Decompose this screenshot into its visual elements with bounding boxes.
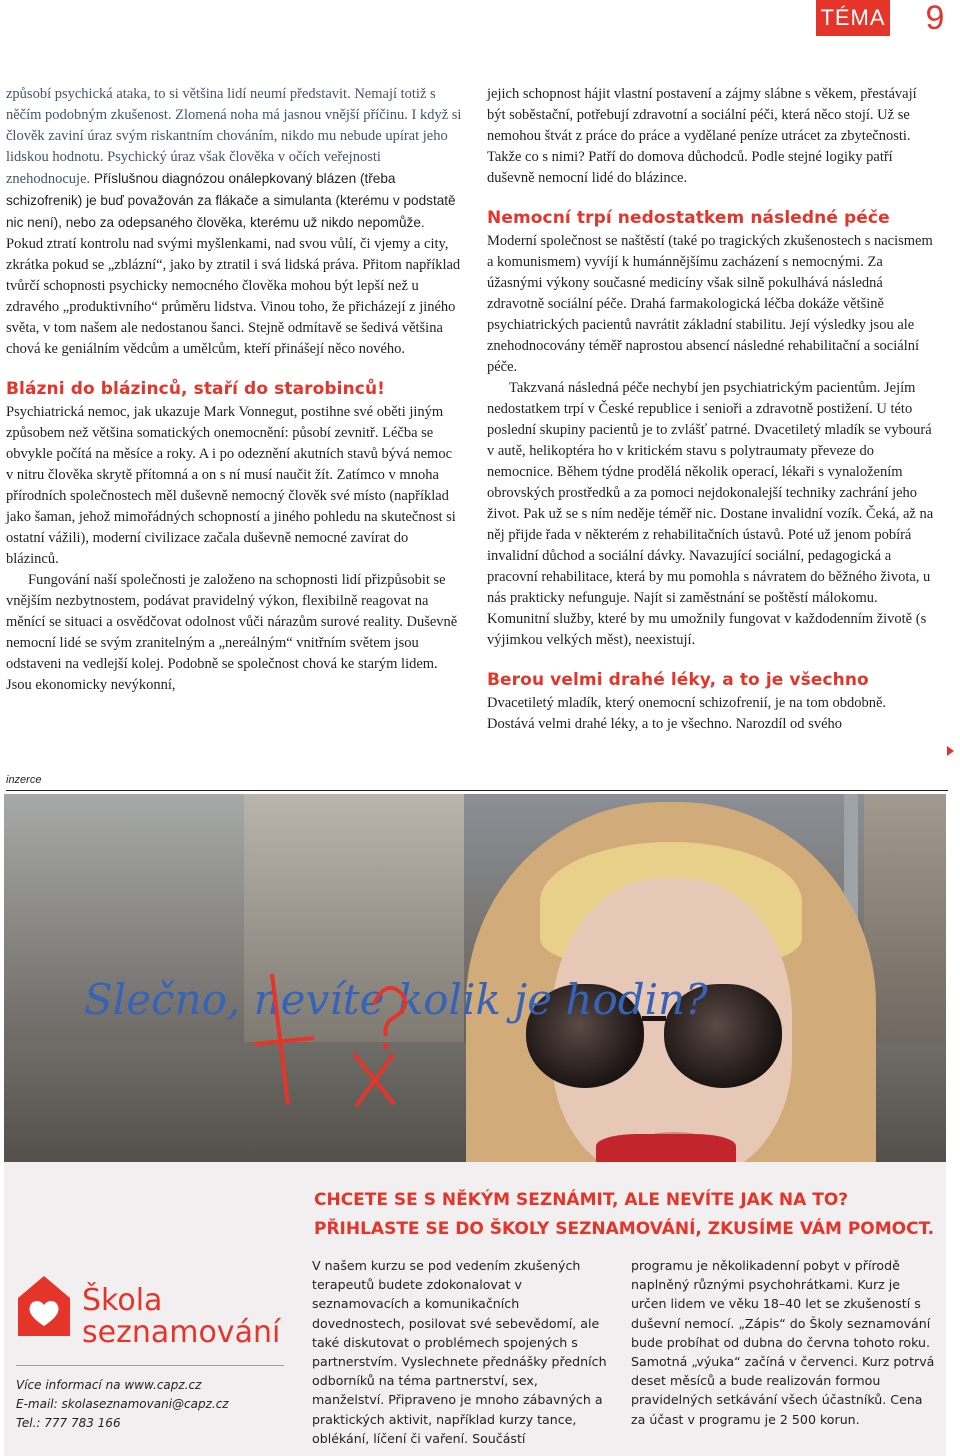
section-heading: Blázni do blázinců, staří do starobinců! xyxy=(6,379,386,399)
article-column-left xyxy=(6,84,462,696)
paragraph-part: Pokud ztratí kontrolu nad svými myšlenkami, nad svou vůlí, či vjemy a city, zkrátka pokud se „zblázní“, jako by ztratil i svá lidská práva. Přitom například tvůrčí schopnosti psychicky nemocného člověka mohou být lepší než u zdravého „produktivního“ průměru lidstva. Vinou toho, že přicházejí z jiného světa, v tom našem ale nedostanou šanci. Stejně odmítavě se šedivá většina chová ke geniálním vědcům a umělcům, kteří přinášejí něco nového. xyxy=(6,236,461,357)
contact-phone: Tel.: 777 783 166 xyxy=(16,1416,121,1430)
advert-label: inzerce xyxy=(6,774,42,786)
section-badge: TÉMA xyxy=(816,0,890,36)
handwritten-note xyxy=(74,934,708,1124)
article-column-right xyxy=(487,84,937,735)
contact-web[interactable]: Více informací na www.capz.cz xyxy=(16,1378,202,1392)
advert-text-column: programu je několikadenní pobyt v přírodě naplněný různými psychohrátkami. Kurz je určen lidem ve věku 18–40 let se zkušeností s duševní nemocí. „Zápis“ do Školy seznamování bude probíhat od dubna do června tohoto roku. Samotná „výuka“ začíná v červenci. Kurz potrvá deset měsíců a bude realizován formou pravidelných setkávání všech účastníků. Cena za účast v programu je 2 500 korun. xyxy=(631,1258,935,1427)
contact-email[interactable]: E-mail: skolaseznamovani@capz.cz xyxy=(16,1397,229,1411)
paragraph: Psychiatrická nemoc, jak ukazuje Mark Vonnegut, postihne své oběti jiným způsobem než většina somatických onemocnění: působí zevnitř. Léčba se obvykle počítá na měsíce a roky. A i po odeznění akutních stavů bývá nemoc v nitru člověka skrytě přítomná a on s ní musí naučit žít. Zatímco v mnoha přírodních společnostech měl duševně nemocný člověk své místo (například jako šaman, jehož mimořádných schopností a jiného pohledu na skutečnost si ostatní vážili), moderní civilizace začala duševně nemocné zavírat do blázinců. xyxy=(6,404,456,567)
divider xyxy=(16,1365,284,1366)
paragraph-part: Příslušnou diagnózou onálepkovaný blázen (třeba schizofrenik) je buď považován za flákače a simulanta (kterému v podstatě nic není), nebo za odepsaného člověka, kterému už nikdo nepomůže. xyxy=(6,171,456,230)
advert-text-column: V našem kurzu se pod vedením zkušených terapeutů budete zdokonalovat v seznamovacích a komunikačních dovednostech, posilovat své sebevědomí, ale také diskutovat o problémech spojených s partnerstvím. Vyslechnete přednášky předních odborníků na téma partnerství, sex, manželství. Připraveno je mnoho zábavných a praktických aktivit, například kurzy tance, oblékání, líčení či vaření. Součástí xyxy=(312,1258,607,1446)
advert-headline-line: CHCETE SE S NĚKÝM SEZNÁMIT, ALE NEVÍTE JAK NA TO? xyxy=(314,1190,849,1210)
advert-photo xyxy=(4,794,946,1162)
paragraph: Fungování naší společnosti je založeno na schopnosti lidí přizpůsobit se vnějším nezbytnostem, podávat pravidelný výkon, flexibilně reagovat na měnící se situaci a osvědčovat odolnost vůči nárazům surové reality. Duševně nemocní lidé se svým zranitelným a „nereálným“ vnitřním světem jsou odstaveni na vedlejší kolej. Podobně se společnost chová ke starým lidem. Jsou ekonomicky nevýkonní, xyxy=(6,572,458,693)
logo-text: Škola xyxy=(82,1283,163,1318)
paragraph: jejich schopnost hájit vlastní postavení a zájmy slábne s věkem, přestávají být soběstační, potřebují zdravotní a sociální péči, která něco stojí. Už se nemohou štvát z práce do práce a vydělané peníze utrácet za zbytečnosti. Takže co s nimi? Patří do domova důchodců. Podle stejné logiky patří duševně nemocní lidé do blázince. xyxy=(487,86,917,186)
paragraph xyxy=(6,84,462,360)
section-heading: Berou velmi drahé léky, a to je všechno xyxy=(487,670,869,690)
page-number: 9 xyxy=(925,0,945,37)
handwritten-text: Slečno, nevíte kolik je hodin? xyxy=(84,975,708,1024)
paragraph: Dvacetiletý mladík, který onemocní schizofrenií, je na tom obdobně. Dostává velmi drahé léky, a to je všechno. Narozdíl od svého xyxy=(487,695,887,732)
advert-headline-line: PŘIHLASTE SE DO ŠKOLY SEZNAMOVÁNÍ, ZKUSÍME VÁM POMOCT. xyxy=(314,1219,935,1239)
divider xyxy=(6,790,948,791)
section-heading: Nemocní trpí nedostatkem následné péče xyxy=(487,208,890,228)
red-strike xyxy=(254,1038,314,1044)
continue-arrow-icon xyxy=(947,746,954,756)
logo-text: seznamování xyxy=(82,1315,281,1350)
paragraph: Moderní společnost se naštěstí (také po tragických zkušenostech s nacismem a komunismem) vyvíjí k humánnějšímu zacházení s nemocnými. Za úžasnými výkony současné medicíny však silně pokulhává následná zdravotně sociální péče. Drahá farmakologická léčba dokáže většině psychiatrických pacientů navrátit základní stabilitu. Její výsledky jsou ale znehodnocovány téměř naprostou absencí následné rehabilitační a sociální péče. xyxy=(487,233,933,375)
advert-headline xyxy=(314,1186,954,1244)
house-heart-logo-icon xyxy=(16,1274,72,1338)
paragraph: Takzvaná následná péče nechybí jen psychiatrickým pacientům. Jejím nedostatkem trpí v České republice i senioři a zdravotně postižení. U této poslední skupiny pacientů je to zvlášť patrné. Dvacetiletý mladík se vybourá v autě, helikoptéra ho v kritickém stavu s polytraumaty převeze do nemocnice. Během týdne prodělá několik operací, lékaři s vynaložením obrovských prostředků a za pomoci nejdokonalejší techniky zachrání jeho život. Pak už se s ním neděje téměř nic. Dostane invalidní vozík. Čeká, až na něj přijde řada v některém z rehabilitačních ústavů. Poté už jenom pobírá invalidní důchod a sociální dávky. Navazující sociální, pedagogická a pracovní rehabilitace, která by mu pomohla s návratem do běžného života, u nás prakticky nefunguje. Najít si zaměstnání se poštěstí málokomu. Komunitní služby, které by mu umožnily fungovat v každodenním životě (s výjimkou velkých měst), neexistují. xyxy=(487,380,934,648)
paragraph-part: způsobí psychická ataka, to si většina lidí neumí představit. Nemají totiž s něčím podobným zkušenost. Zlomená noha má jasnou vnější příčinu. I když si člověk zaviní úraz svým riskantním chováním, nikdo mu nebude upírat jeho lidskou hodnotu. Psychický úraz však člověka v očích veřejnosti znehodnocuje. xyxy=(6,86,462,187)
question-dot xyxy=(383,1043,389,1049)
